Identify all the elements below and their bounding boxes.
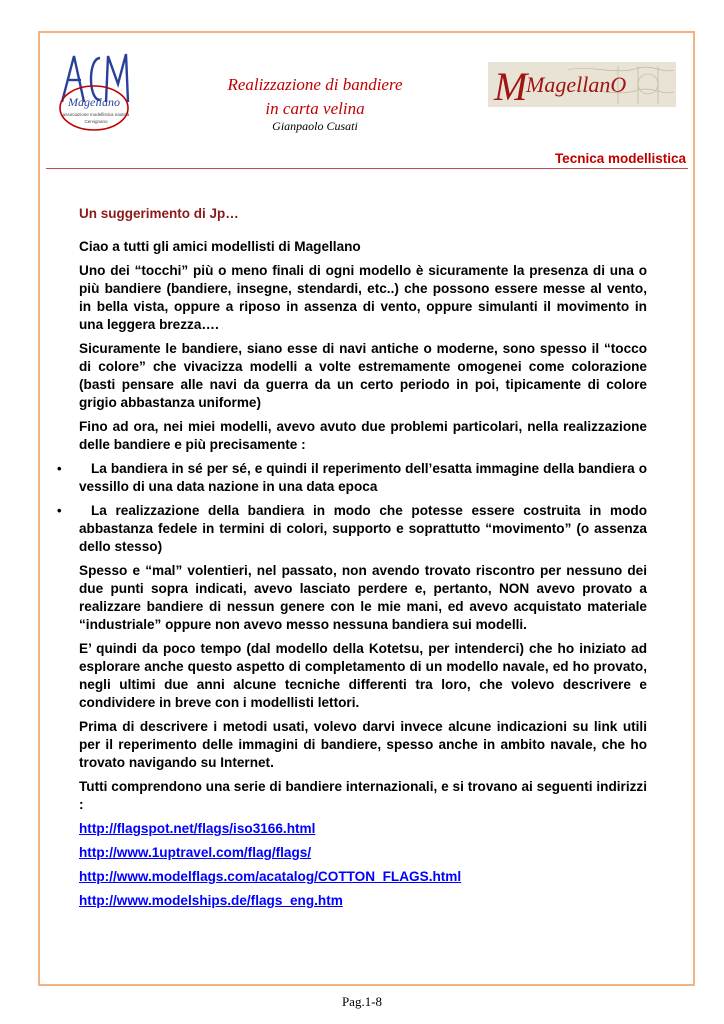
paragraph-4: Spesso e “mal” volentieri, nel passato, non avendo trovato riscontro per nessuno dei due punti sopra indicati, avevo lasciato perdere e, pertanto, NON avevo provato a realizzare bandiere di nessun genere con le mie mani, ed avevo acquistato materiale “industriale” oppure non avevo messo nessuna bandiera sui modelli. (79, 563, 647, 632)
logo-left-name: Magellano (68, 95, 120, 109)
document-title (170, 73, 460, 121)
bullet-text-2: La realizzazione della bandiera in modo che potesse essere costruita in modo abbastanza fedele in termini di colori, supporto e soprattutto “movimento” (o assenza dello stesso) (79, 503, 647, 554)
paragraph-1: Uno dei “tocchi” più o meno finali di ogni modello è sicuramente la presenza di una o più bandiere (bandiere, insegne, stendardi, etc..) che possono essere messe al vento, in bella vista, oppure a riposo in assenza di vento, oppure simulanti il movimento in una leggera brezza…. (79, 263, 647, 332)
magellano-banner-logo (488, 62, 676, 107)
bullet-text-1: La bandiera in sé per sé, e quindi il reperimento dell’esatta immagine della bandiera o vessillo di una data nazione in una data epoca (79, 461, 647, 494)
acm-magellano-logo (56, 44, 134, 132)
title-line-1: Realizzazione di bandiere (227, 75, 403, 94)
bullet-item (57, 460, 647, 496)
link-flagspot[interactable]: http://flagspot.net/flags/iso3166.html (79, 821, 316, 836)
suggestion-heading: Un suggerimento di Jp… (79, 206, 239, 221)
logo-right-name: MagellanO (526, 72, 627, 97)
paragraph-2: Sicuramente le bandiere, siano esse di navi antiche o moderne, sono spesso il “tocco di colore” che vivacizza modelli a volte estremamente omogenei come colorazione (basti pensare alle navi da guerra da un certo periodo in poi, tipicamente di colore grigio abbastanza uniforme) (79, 341, 647, 410)
greeting: Ciao a tutti gli amici modellisti di Magellano (79, 239, 361, 254)
page-number: Pag.1-8 (341, 994, 383, 1009)
article-body (57, 205, 647, 916)
bullet-dot: • (57, 461, 62, 476)
paragraph-7: Tutti comprendono una serie di bandiere internazionali, e si trovano ai seguenti indirizzi : (79, 779, 647, 812)
section-label: Tecnica modellistica (554, 151, 686, 166)
header-divider (46, 168, 688, 169)
title-line-2: in carta velina (265, 99, 365, 118)
logo-left-big: ACM (70, 54, 73, 55)
bullet-item (57, 502, 647, 556)
paragraph-5: E’ quindi da poco tempo (dal modello della Kotetsu, per intenderci) che ho iniziato ad esplorare anche questo aspetto di completamento di un modello navale, ed ho provato, negli ultimi due anni alcune tecniche differenti tra loro, che volevo descrivere e condividere in breve con i modellisti lettori. (79, 641, 647, 710)
paragraph-3: Fino ad ora, nei miei modelli, avevo avuto due problemi particolari, nella realizzazione delle bandiere e più precisamente : (79, 419, 647, 452)
svg-text:M: M (494, 64, 528, 107)
logo-left-sub: associazione modellistica nautica (62, 112, 130, 117)
link-modelflags[interactable]: http://www.modelflags.com/acatalog/COTTON_FLAGS.html (79, 869, 462, 884)
link-1uptravel[interactable]: http://www.1uptravel.com/flag/flags/ (79, 845, 312, 860)
link-modelships[interactable]: http://www.modelships.de/flags_eng.htm (79, 893, 343, 908)
logo-left-city: Cervignano (84, 119, 108, 124)
author: Gianpaolo Cusati (272, 119, 358, 133)
bullet-dot: • (57, 503, 62, 518)
paragraph-6: Prima di descrivere i metodi usati, volevo darvi invece alcune indicazioni su link utili per il reperimento delle immagini di bandiere, spesso anche in ambito navale, che ho trovato navigando su Internet. (79, 719, 647, 770)
